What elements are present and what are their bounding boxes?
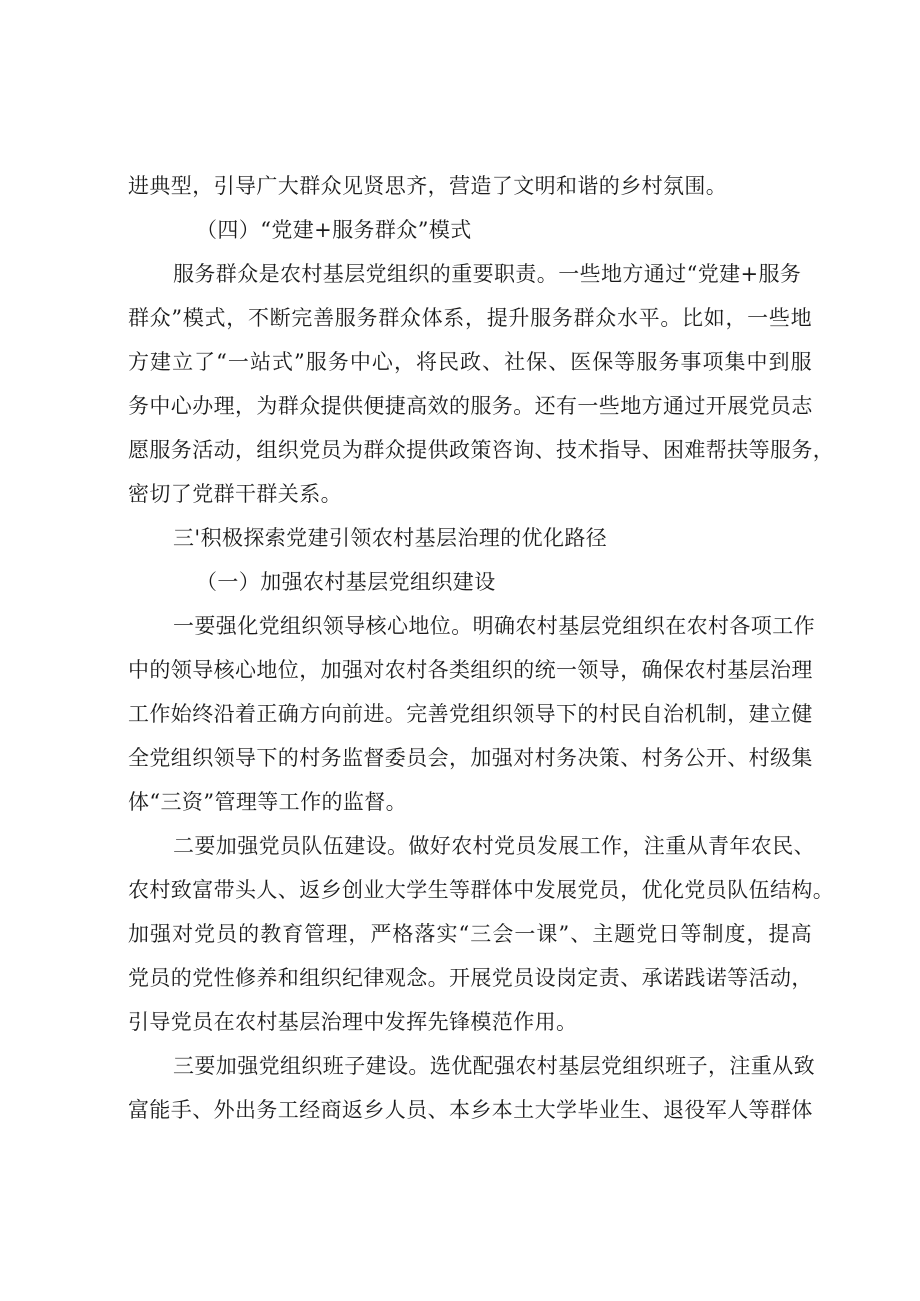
paragraph-line: 富能手、外出务工经商返乡人员、本乡本土大学毕业生、退役军人等群体 <box>128 1098 813 1122</box>
paragraph-line: 服务群众是农村基层党组织的重要职责。一些地方通过“党建+服务 <box>173 262 802 286</box>
paragraph-line: 三要加强党组织班子建设。选优配强农村基层党组织班子，注重从致 <box>173 1054 815 1078</box>
paragraph-line: 引导党员在农村基层治理中发挥先锋模范作用。 <box>128 1010 578 1034</box>
paragraph-line: 农村致富带头人、返乡创业大学生等群体中发展党员，优化党员队伍结构。 <box>128 878 835 902</box>
paragraph-line: 加强对党员的教育管理，严格落实“三会一课”、主题党日等制度，提高 <box>128 922 812 946</box>
paragraph-line: 群众”模式，不断完善服务群众体系，提升服务群众水平。比如，一些地 <box>128 306 812 330</box>
paragraph-line: 党员的党性修养和组织纪律观念。开展党员设岗定责、承诺践诺等活动， <box>128 966 813 990</box>
paragraph-line: 二要加强党员队伍建设。做好农村党员发展工作，注重从青年农民、 <box>173 834 815 858</box>
paragraph-line: 一要强化党组织领导核心地位。明确农村基层党组织在农村各项工作 <box>173 614 815 638</box>
paragraph-line: 密切了党群干群关系。 <box>128 482 342 506</box>
paragraph-line: 中的领导核心地位，加强对农村各类组织的统一领导，确保农村基层治理 <box>128 658 813 682</box>
paragraph-line: 全党组织领导下的村务监督委员会，加强对村务决策、村务公开、村级集 <box>128 746 813 770</box>
paragraph-line: 体“三资”管理等工作的监督。 <box>128 790 408 814</box>
paragraph-line: 务中心办理，为群众提供便捷高效的服务。还有一些地方通过开展党员志 <box>128 394 813 418</box>
section-heading-1: （一）加强农村基层党组织建设 <box>196 570 496 594</box>
paragraph-line: 愿服务活动，组织党员为群众提供政策咨询、技术指导、困难帮扶等服务， <box>128 438 835 462</box>
paragraph-line: 方建立了“一站式”服务中心，将民政、社保、医保等服务事项集中到服 <box>128 350 812 374</box>
paragraph-line: 工作始终沿着正确方向前进。完善党组织领导下的村民自治机制，建立健 <box>128 702 813 726</box>
section-heading-4: （四）“党建+服务群众”模式 <box>196 218 472 242</box>
paragraph-line: 进典型，引导广大群众见贤思齐，营造了文明和谐的乡村氛围。 <box>128 174 728 198</box>
chapter-heading-3: 三'积极探索党建引领农村基层治理的优化路径 <box>173 526 608 550</box>
